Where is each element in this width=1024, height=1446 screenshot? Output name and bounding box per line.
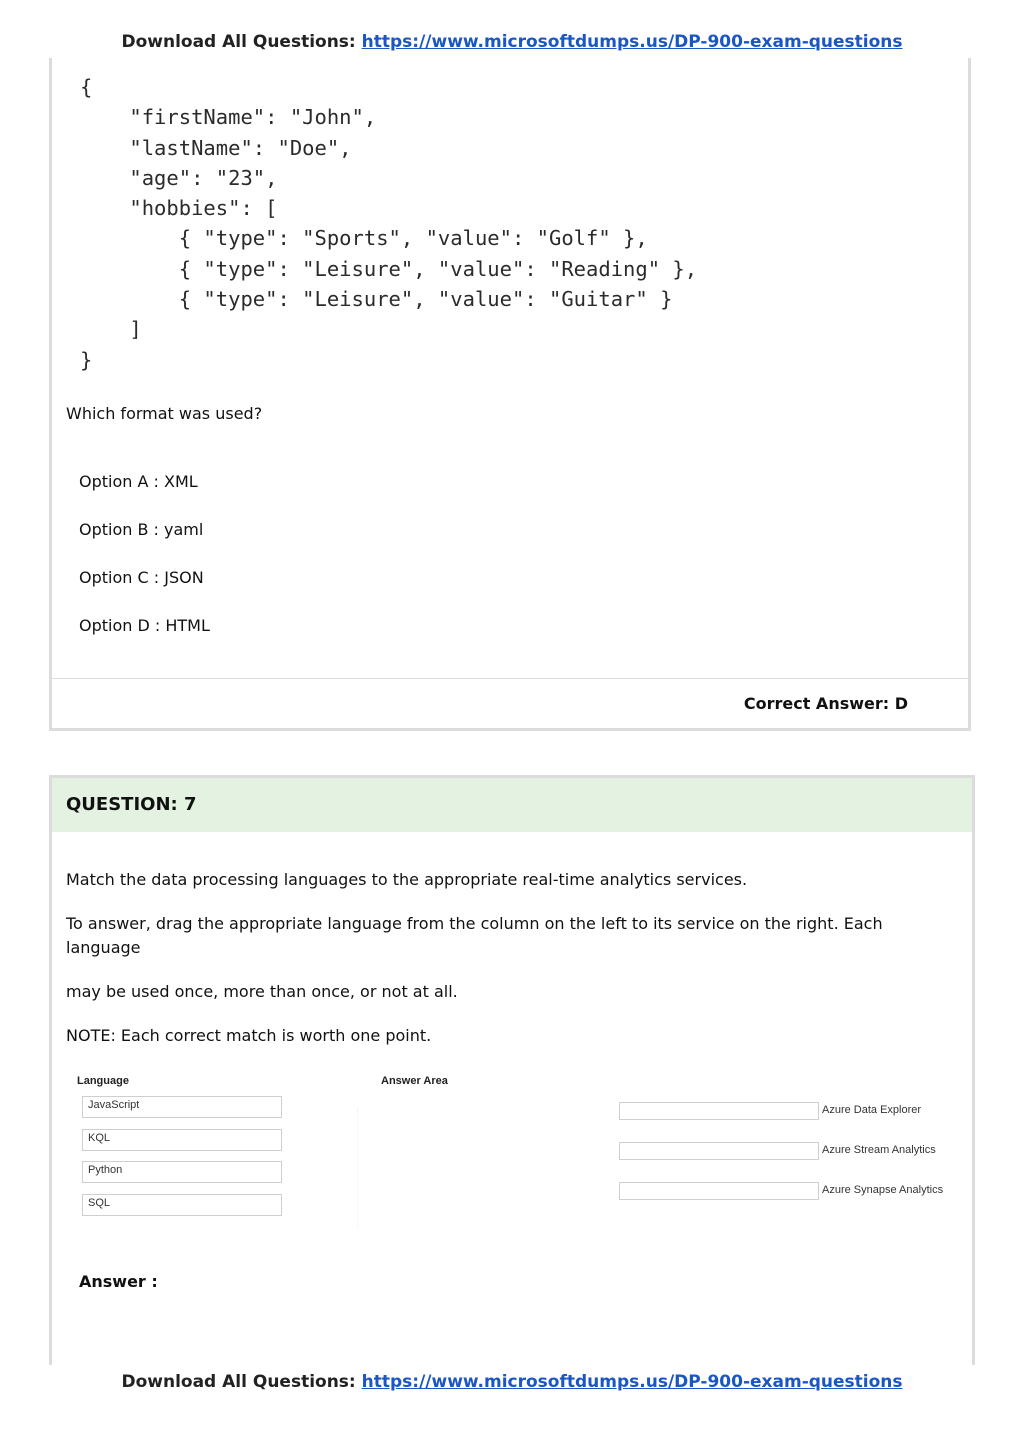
language-item-python[interactable]: Python: [82, 1161, 282, 1183]
language-item-sql[interactable]: SQL: [82, 1194, 282, 1216]
question-6-card: [49, 58, 971, 731]
service-label: Azure Synapse Analytics: [822, 1184, 944, 1196]
divider: [52, 678, 968, 679]
question-paragraph: To answer, drag the appropriate language from the column on the left to its service on the right. Each language: [66, 914, 883, 957]
option-d[interactable]: Option D : HTML: [79, 616, 210, 635]
banner-label: Download All Questions:: [121, 32, 356, 52]
language-heading: Language: [77, 1075, 129, 1087]
download-banner-bottom: [0, 1372, 1024, 1392]
option-c[interactable]: Option C : JSON: [79, 568, 204, 587]
correct-answer: Correct Answer: D: [743, 694, 908, 713]
language-item-javascript[interactable]: JavaScript: [82, 1096, 282, 1118]
download-link[interactable]: https://www.microsoftdumps.us/DP-900-exam-questions: [361, 32, 903, 52]
answer-slot-stream-analytics[interactable]: [619, 1142, 819, 1160]
question-title: QUESTION: 7: [66, 794, 197, 815]
question-header: [52, 778, 972, 832]
language-item-kql[interactable]: KQL: [82, 1129, 282, 1151]
answer-slot-data-explorer[interactable]: [619, 1102, 819, 1120]
question-prompt: Which format was used?: [66, 404, 263, 423]
service-label: Azure Stream Analytics: [822, 1144, 936, 1156]
banner-label: Download All Questions:: [121, 1372, 356, 1392]
drag-drop-diagram: [72, 1068, 952, 1238]
question-paragraph: NOTE: Each correct match is worth one point.: [66, 1026, 432, 1045]
answer-area-heading: Answer Area: [381, 1075, 448, 1087]
answer-slot-synapse-analytics[interactable]: [619, 1182, 819, 1200]
option-b[interactable]: Option B : yaml: [79, 520, 204, 539]
question-paragraph: may be used once, more than once, or not at all.: [66, 982, 458, 1001]
answer-label: Answer :: [79, 1272, 158, 1291]
divider: [357, 1108, 358, 1228]
option-a[interactable]: Option A : XML: [79, 472, 198, 491]
service-label: Azure Data Explorer: [822, 1104, 922, 1116]
download-link[interactable]: https://www.microsoftdumps.us/DP-900-exam-questions: [361, 1372, 903, 1392]
question-7-card: [49, 775, 975, 1365]
download-banner-top: [0, 32, 1024, 52]
question-paragraph: Match the data processing languages to the appropriate real-time analytics services.: [66, 870, 748, 889]
json-code-sample: { "firstName": "John", "lastName": "Doe", "age": "23", "hobbies": [ { "type": "Sports", "value": "Golf" }, { "type": "Leisure", "value": "Reading" }, { "type": "Leisure", "value": "Guitar" } ] }: [80, 75, 698, 372]
